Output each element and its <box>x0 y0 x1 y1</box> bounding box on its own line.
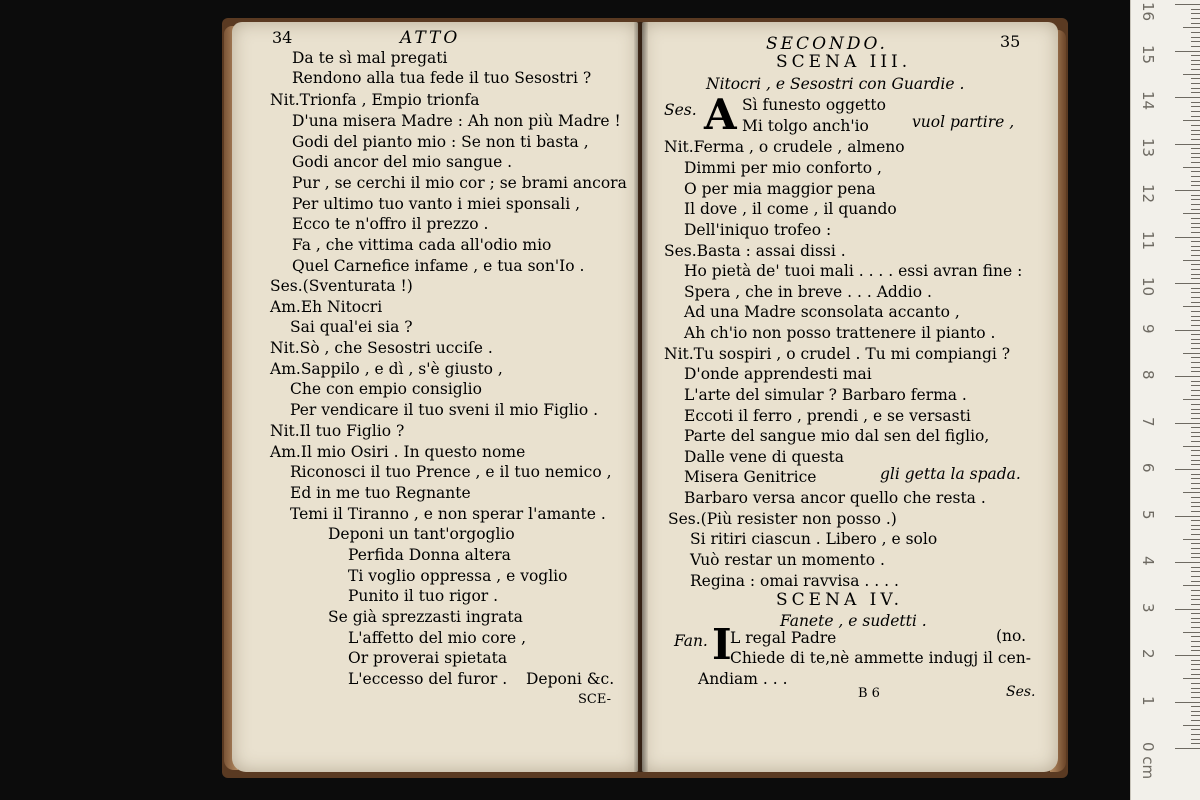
left-catchword: SCE- <box>578 692 611 707</box>
ruler-label: 5 <box>1139 509 1157 520</box>
ruler-tick <box>1191 529 1200 530</box>
left-line-6: Godi ancor del mio sangue . <box>292 153 513 171</box>
ruler-tick <box>1183 167 1200 168</box>
ruler-tick <box>1191 195 1200 196</box>
ruler-tick <box>1191 581 1200 582</box>
right-line-d1: L regal Padre <box>730 629 837 647</box>
ruler-tick <box>1191 218 1200 219</box>
ruler-tick <box>1191 674 1200 675</box>
ruler-tick <box>1191 274 1200 275</box>
right-line-a2: Mi tolgo anch'io <box>742 117 869 135</box>
ruler-tick <box>1191 692 1200 693</box>
right-line-b10: Ah ch'io non posso trattenere il pianto . <box>684 324 996 342</box>
ruler-tick <box>1191 427 1200 428</box>
ruler-tick <box>1191 102 1200 103</box>
ruler-label: 12 <box>1139 184 1157 204</box>
ruler-tick <box>1191 669 1200 670</box>
ruler-tick <box>1183 213 1200 214</box>
right-line-b16: Dalle vene di questa <box>684 448 845 466</box>
ruler-tick <box>1191 264 1200 265</box>
right-line-b13: L'arte del simular ? Barbaro ferma . <box>684 386 967 404</box>
ruler-tick <box>1191 381 1200 382</box>
left-line-5: Godi del pianto mio : Se non ti basta , <box>292 133 589 151</box>
left-line-24: Deponi un tant'orgoglio <box>328 525 515 543</box>
ruler-label: 9 <box>1139 323 1157 334</box>
right-catchword: Ses. <box>1006 684 1036 700</box>
right-line-a1: Sì funesto oggetto <box>742 96 886 114</box>
ruler-tick <box>1191 641 1200 642</box>
ruler-tick <box>1191 162 1200 163</box>
ruler-tick <box>1191 743 1200 744</box>
left-line-repeat: Deponi &c. <box>526 670 615 688</box>
ruler-label: 2 <box>1139 649 1157 659</box>
ruler-tick <box>1183 678 1200 679</box>
ruler-tick <box>1191 525 1200 526</box>
ruler-tick <box>1191 320 1200 321</box>
drop-cap-a: A <box>704 90 737 139</box>
left-line-21: Riconosci il tuo Prence , e il tuo nemico , <box>290 463 612 481</box>
book-gutter <box>634 22 648 772</box>
left-line-19: Nit.Il tuo Figlio ? <box>270 422 405 440</box>
ruler-tick <box>1191 171 1200 172</box>
right-line-d2: Chiede di te,nè ammette indugj il cen- <box>730 649 1031 667</box>
ruler-tick <box>1175 376 1200 377</box>
ruler-tick <box>1175 516 1200 517</box>
ruler-tick <box>1191 288 1200 289</box>
right-line-b1: Nit.Ferma , o crudele , almeno <box>664 138 905 156</box>
ruler-tick <box>1191 111 1200 112</box>
ruler-tick <box>1183 632 1200 633</box>
right-line-b11: Nit.Tu sospiri , o crudel . Tu mi compiangi ? <box>664 345 1011 363</box>
ruler-tick <box>1191 106 1200 107</box>
ruler-tick <box>1191 697 1200 698</box>
ruler-label: 7 <box>1139 416 1157 427</box>
right-line-b2: Dimmi per mio conforto , <box>684 159 882 177</box>
left-line-15: Nit.Sò , che Sesostri ucciſe . <box>270 339 493 357</box>
left-line-14: Sai qual'ei sia ? <box>290 318 413 336</box>
ruler-tick <box>1191 246 1200 247</box>
ruler-tick <box>1183 399 1200 400</box>
left-line-16: Am.Sappilo , e dì , s'è giusto , <box>270 360 503 378</box>
ruler-tick <box>1183 353 1200 354</box>
left-line-28: Se già sprezzasti ingrata <box>328 608 523 626</box>
ruler-tick <box>1191 278 1200 279</box>
ruler-tick <box>1191 325 1200 326</box>
right-line-b5: Dell'iniquo trofeo : <box>684 221 832 239</box>
right-line-c5: Regina : omai ravvisa . . . . <box>690 572 899 590</box>
ruler-tick <box>1191 571 1200 572</box>
ruler-tick <box>1191 534 1200 535</box>
left-line-30: Or proverai spietata <box>348 649 508 667</box>
ruler-tick <box>1183 539 1200 540</box>
right-page-number: 35 <box>1000 32 1021 51</box>
ruler-tick <box>1191 404 1200 405</box>
right-line-b12: D'onde apprendesti mai <box>684 365 872 383</box>
ruler-tick <box>1191 13 1200 14</box>
ruler-tick <box>1183 492 1200 493</box>
right-line-end-no: (no. <box>996 627 1027 645</box>
left-line-3: Nit.Trionfa , Empio trionfa <box>270 91 480 109</box>
ruler-tick <box>1191 297 1200 298</box>
ruler-tick <box>1191 385 1200 386</box>
scene-3-characters: Nitocri , e Sesostri con Guardie . <box>706 75 965 93</box>
speaker-fan: Fan. <box>674 632 708 650</box>
ruler-tick <box>1191 153 1200 154</box>
left-running-head: ATTO <box>400 28 461 48</box>
ruler-tick <box>1191 339 1200 340</box>
ruler-tick <box>1191 55 1200 56</box>
ruler-tick <box>1175 190 1200 191</box>
ruler-tick <box>1191 502 1200 503</box>
ruler-tick <box>1191 357 1200 358</box>
drop-cap-i: I <box>712 620 732 669</box>
ruler-tick <box>1191 148 1200 149</box>
ruler-tick <box>1191 543 1200 544</box>
left-line-13: Am.Eh Nitocri <box>270 298 383 316</box>
left-line-8: Per ultimo tuo vanto i miei sponsali , <box>292 195 581 213</box>
ruler-tick <box>1175 4 1200 5</box>
right-line-b7: Ho pietà de' tuoi mali . . . . essi avran fine : <box>684 262 1023 280</box>
ruler-label: 0 cm <box>1139 742 1157 780</box>
ruler-tick <box>1191 567 1200 568</box>
ruler-tick <box>1191 729 1200 730</box>
ruler-tick <box>1183 585 1200 586</box>
ruler-tick <box>1191 548 1200 549</box>
ruler-tick <box>1191 88 1200 89</box>
ruler-tick <box>1191 60 1200 61</box>
ruler-tick <box>1191 711 1200 712</box>
ruler-tick <box>1191 69 1200 70</box>
ruler-tick <box>1191 116 1200 117</box>
ruler-tick <box>1191 706 1200 707</box>
left-line-17: Che con empio consiglio <box>290 380 482 398</box>
right-line-c4: Vuò restar un momento . <box>690 551 885 569</box>
ruler-tick <box>1191 646 1200 647</box>
ruler-tick <box>1191 460 1200 461</box>
ruler-tick <box>1191 227 1200 228</box>
ruler-label: 16 <box>1139 2 1157 22</box>
right-line-b17: Misera Genitrice <box>684 468 817 486</box>
ruler-tick <box>1175 655 1200 656</box>
ruler-tick <box>1191 409 1200 410</box>
ruler-label: 6 <box>1139 463 1157 473</box>
ruler-tick <box>1191 390 1200 391</box>
left-line-7: Pur , se cerchi il mio cor ; se brami ancora <box>292 174 627 192</box>
ruler-tick <box>1175 237 1200 238</box>
speaker-ses: Ses. <box>664 101 697 119</box>
ruler-tick <box>1191 441 1200 442</box>
ruler-tick <box>1191 720 1200 721</box>
ruler-tick <box>1191 613 1200 614</box>
scene-heading-3: SCENA III. <box>776 52 912 72</box>
left-page-number: 34 <box>272 28 293 47</box>
ruler-tick <box>1175 144 1200 145</box>
ruler-tick <box>1191 37 1200 38</box>
ruler-tick <box>1191 660 1200 661</box>
ruler-tick <box>1191 618 1200 619</box>
ruler-tick <box>1191 511 1200 512</box>
ruler-tick <box>1191 474 1200 475</box>
ruler-tick <box>1191 664 1200 665</box>
ruler-tick <box>1191 520 1200 521</box>
ruler-tick <box>1191 157 1200 158</box>
ruler-tick <box>1191 432 1200 433</box>
ruler-tick <box>1191 576 1200 577</box>
ruler-tick <box>1191 130 1200 131</box>
scene-4-characters: Fanete , e sudetti . <box>780 612 927 630</box>
ruler-tick <box>1191 734 1200 735</box>
ruler-label: 13 <box>1139 137 1157 157</box>
ruler-tick <box>1191 209 1200 210</box>
ruler-label: 3 <box>1139 602 1157 613</box>
ruler-tick <box>1191 139 1200 140</box>
ruler-tick <box>1191 23 1200 24</box>
ruler-tick <box>1191 176 1200 177</box>
right-running-head: SECONDO. <box>766 34 888 54</box>
right-line-b8: Spera , che in breve . . . Addio . <box>684 283 932 301</box>
ruler-tick <box>1191 488 1200 489</box>
left-line-22: Ed in me tuo Regnante <box>290 484 471 502</box>
ruler-tick <box>1191 32 1200 33</box>
ruler-tick <box>1191 636 1200 637</box>
ruler-tick <box>1183 260 1200 261</box>
ruler-tick <box>1183 120 1200 121</box>
right-line-c2: Ses.(Più resister non posso .) <box>668 510 897 528</box>
ruler-tick <box>1191 590 1200 591</box>
ruler-tick <box>1191 683 1200 684</box>
ruler-tick <box>1191 125 1200 126</box>
ruler-tick <box>1191 478 1200 479</box>
ruler-tick <box>1191 557 1200 558</box>
ruler-tick <box>1191 464 1200 465</box>
ruler-tick <box>1191 181 1200 182</box>
ruler-label: 15 <box>1139 44 1157 64</box>
ruler-tick <box>1175 609 1200 610</box>
right-line-b3: O per mia maggior pena <box>684 180 876 198</box>
ruler-tick <box>1191 395 1200 396</box>
left-line-12: Ses.(Sventurata !) <box>270 277 413 295</box>
measuring-ruler <box>1130 0 1200 800</box>
ruler-tick <box>1191 134 1200 135</box>
ruler-label: 8 <box>1139 370 1157 380</box>
ruler-tick <box>1191 302 1200 303</box>
ruler-tick <box>1175 423 1200 424</box>
ruler-tick <box>1191 83 1200 84</box>
ruler-label: 14 <box>1139 91 1157 111</box>
ruler-tick <box>1191 599 1200 600</box>
ruler-tick <box>1175 562 1200 563</box>
ruler-tick <box>1191 255 1200 256</box>
ruler-tick <box>1191 269 1200 270</box>
ruler-tick <box>1191 64 1200 65</box>
ruler-tick <box>1191 483 1200 484</box>
left-line-26: Ti voglio oppressa , e voglio <box>348 567 568 585</box>
right-line-b6: Ses.Basta : assai dissi . <box>664 242 846 260</box>
right-line-c1: Barbaro versa ancor quello che resta . <box>684 489 986 507</box>
ruler-tick <box>1191 739 1200 740</box>
stage-direction-1: vuol partire , <box>912 113 1015 131</box>
left-line-10: Fa , che vittima cada all'odio mio <box>292 236 552 254</box>
ruler-tick <box>1191 292 1200 293</box>
scene-heading-4: SCENA IV. <box>776 590 904 610</box>
ruler-tick <box>1191 627 1200 628</box>
ruler-tick <box>1191 334 1200 335</box>
ruler-tick <box>1175 330 1200 331</box>
right-line-d3: Andiam . . . <box>698 670 788 688</box>
ruler-tick <box>1191 362 1200 363</box>
ruler-label: 11 <box>1139 230 1157 250</box>
ruler-tick <box>1191 9 1200 10</box>
ruler-tick <box>1191 204 1200 205</box>
ruler-tick <box>1191 455 1200 456</box>
ruler-tick <box>1175 748 1200 749</box>
ruler-tick <box>1191 506 1200 507</box>
ruler-tick <box>1191 185 1200 186</box>
left-line-1: Da te sì mal pregati <box>292 49 448 67</box>
ruler-tick <box>1191 199 1200 200</box>
ruler-tick <box>1175 469 1200 470</box>
ruler-tick <box>1191 622 1200 623</box>
left-line-2: Rendono alla tua fede il tuo Sesostri ? <box>292 69 592 87</box>
left-line-9: Ecco te n'offro il prezzo . <box>292 215 489 233</box>
ruler-tick <box>1191 595 1200 596</box>
ruler-tick <box>1191 241 1200 242</box>
ruler-tick <box>1191 343 1200 344</box>
left-line-18: Per vendicare il tuo sveni il mio Figlio . <box>290 401 599 419</box>
left-line-29: L'affetto del mio core , <box>348 629 527 647</box>
ruler-tick <box>1183 74 1200 75</box>
ruler-tick <box>1191 348 1200 349</box>
right-line-b9: Ad una Madre sconsolata accanto , <box>684 303 960 321</box>
ruler-tick <box>1191 92 1200 93</box>
right-line-b4: Il dove , il come , il quando <box>684 200 897 218</box>
ruler-label: 1 <box>1139 695 1157 706</box>
ruler-tick <box>1191 650 1200 651</box>
ruler-tick <box>1183 306 1200 307</box>
ruler-tick <box>1191 413 1200 414</box>
left-line-23: Temi il Tiranno , e non sperar l'amante . <box>290 505 606 523</box>
ruler-tick <box>1191 367 1200 368</box>
left-line-20: Am.Il mio Osiri . In questo nome <box>270 443 526 461</box>
ruler-tick <box>1191 232 1200 233</box>
ruler-tick <box>1191 553 1200 554</box>
left-line-27: Punito il tuo rigor . <box>348 587 499 605</box>
ruler-tick <box>1191 497 1200 498</box>
ruler-tick <box>1191 311 1200 312</box>
ruler-tick <box>1175 702 1200 703</box>
left-line-31: L'eccesso del furor . <box>348 670 508 688</box>
ruler-tick <box>1175 97 1200 98</box>
ruler-tick <box>1191 46 1200 47</box>
left-line-25: Perfida Donna altera <box>348 546 511 564</box>
ruler-label: 10 <box>1139 277 1157 297</box>
left-line-11: Quel Carnefice infame , e tua son'Io . <box>292 257 585 275</box>
ruler-tick <box>1183 725 1200 726</box>
ruler-tick <box>1191 41 1200 42</box>
left-line-4: D'una misera Madre : Ah non più Madre ! <box>292 112 621 130</box>
right-line-b15: Parte del sangue mio dal sen del figlio, <box>684 427 990 445</box>
ruler-tick <box>1183 446 1200 447</box>
ruler-tick <box>1191 316 1200 317</box>
ruler-tick <box>1191 715 1200 716</box>
stage-direction-2: gli getta la spada. <box>880 465 1021 483</box>
ruler-tick <box>1183 27 1200 28</box>
ruler-tick <box>1191 450 1200 451</box>
signature-mark: B 6 <box>858 686 880 701</box>
ruler-tick <box>1191 371 1200 372</box>
ruler-tick <box>1191 18 1200 19</box>
right-line-b14: Eccoti il ferro , prendi , e se versasti <box>684 407 971 425</box>
ruler-tick <box>1191 604 1200 605</box>
ruler-tick <box>1191 223 1200 224</box>
ruler-tick <box>1175 283 1200 284</box>
ruler-label: 4 <box>1139 556 1157 566</box>
ruler-tick <box>1191 688 1200 689</box>
ruler-tick <box>1175 51 1200 52</box>
ruler-tick <box>1191 418 1200 419</box>
ruler-tick <box>1191 78 1200 79</box>
ruler-tick <box>1191 436 1200 437</box>
ruler-tick <box>1191 250 1200 251</box>
right-line-c3: Si ritiri ciascun . Libero , e solo <box>690 530 938 548</box>
